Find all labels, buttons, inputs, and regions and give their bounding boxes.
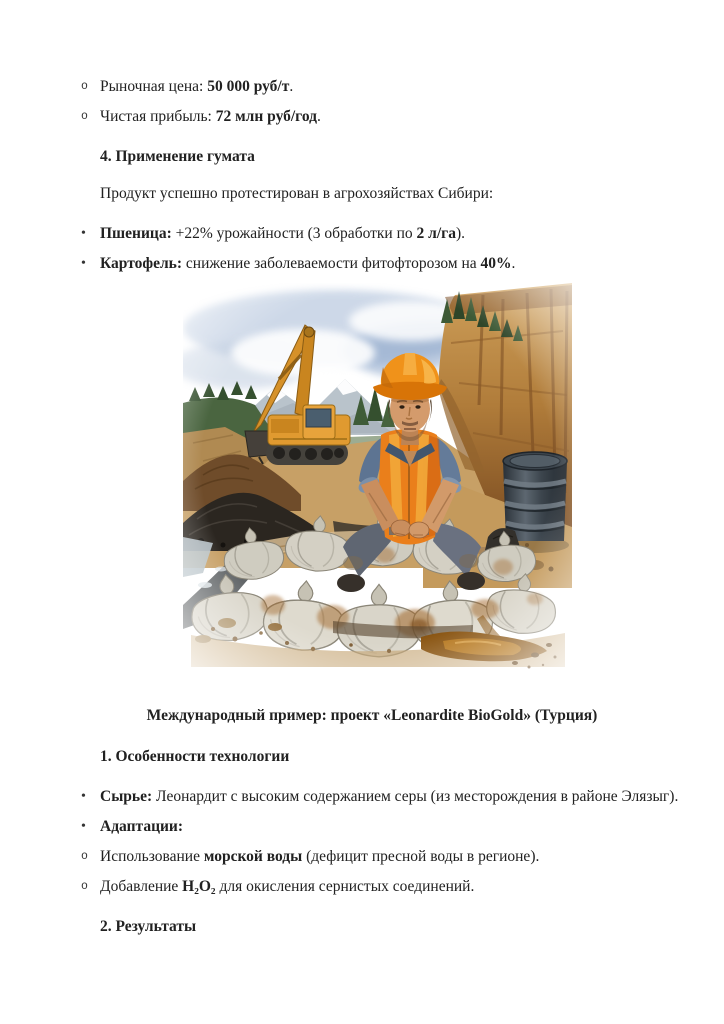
disc-bullet-icon: • xyxy=(81,819,86,834)
heading-results: 2. Результаты xyxy=(100,918,197,935)
circle-bullet-icon: o xyxy=(81,110,88,123)
list-item-text: Рыночная цена: 50 000 руб/т. xyxy=(100,78,294,95)
list-item-potato xyxy=(0,255,724,273)
list-item-market-price xyxy=(0,78,724,96)
circle-bullet-icon: o xyxy=(81,80,88,93)
list-item-text: Картофель: снижение заболеваемости фитофторозом на 40%. xyxy=(100,255,516,272)
list-item-adaptations xyxy=(0,818,724,836)
list-item-wheat xyxy=(0,225,724,243)
paragraph-field-tests: Продукт успешно протестирован в агрохозяйствах Сибири: xyxy=(100,185,494,202)
circle-bullet-icon: o xyxy=(81,850,88,863)
list-item-seawater xyxy=(0,848,724,866)
list-item-text: Чистая прибыль: 72 млн руб/год. xyxy=(100,108,321,125)
disc-bullet-icon: • xyxy=(81,226,86,241)
list-item-text: Сырье: Леонардит с высоким содержанием серы (из месторождения в районе Элязыг). xyxy=(100,788,679,805)
list-item-text: Адаптации: xyxy=(100,818,184,835)
figure-caption: Международный пример: проект «Leonardite BioGold» (Турция) xyxy=(146,707,598,724)
list-item-text: Пшеница: +22% урожайности (3 обработки по 2 л/га). xyxy=(100,225,465,242)
list-item-text: Использование морской воды (дефицит пресной воды в регионе). xyxy=(100,848,540,865)
disc-bullet-icon: • xyxy=(81,789,86,804)
list-item-text: Добавление H₂O₂ для окисления сернистых соединений. xyxy=(100,878,475,895)
list-item-peroxide xyxy=(0,878,724,896)
heading-technology: 1. Особенности технологии xyxy=(100,748,290,765)
mining-worker-sacks-illustration xyxy=(183,283,572,673)
list-item-raw-material xyxy=(0,788,724,806)
list-item-net-profit xyxy=(0,108,724,126)
heading-application: 4. Применение гумата xyxy=(100,148,255,165)
circle-bullet-icon: o xyxy=(81,880,88,893)
disc-bullet-icon: • xyxy=(81,256,86,271)
